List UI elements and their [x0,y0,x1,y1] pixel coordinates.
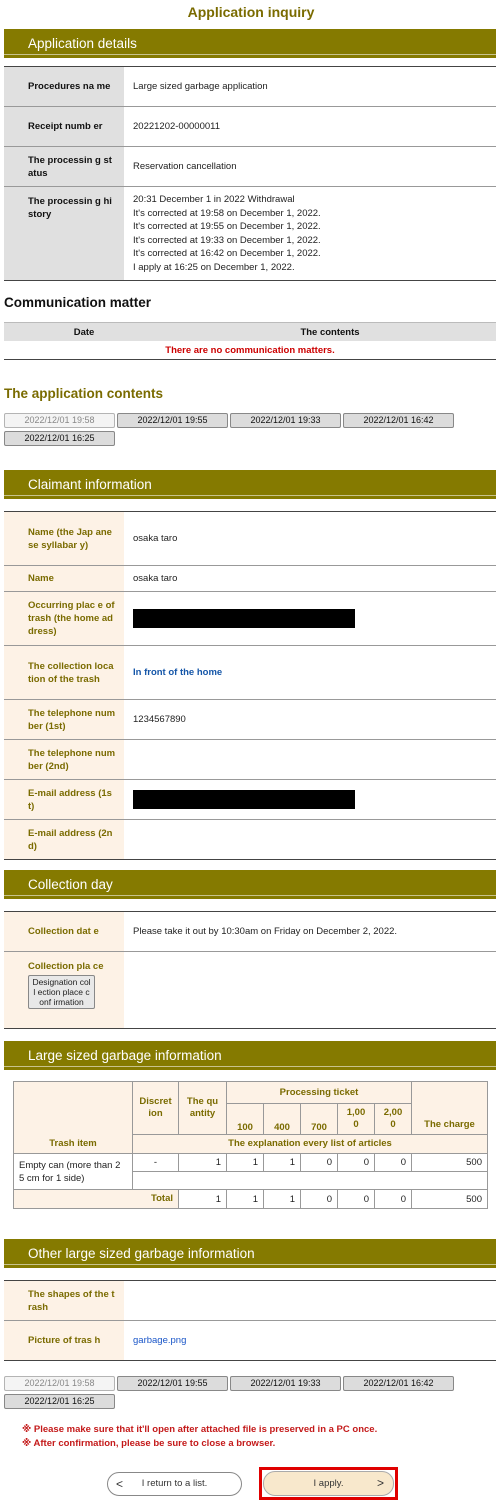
collection-date-value: Please take it out by 10:30am on Friday on December 2, 2022. [133,925,398,937]
communication-table [4,322,496,360]
ticket-100-header: 100 [227,1104,264,1135]
tab-version-1642[interactable]: 2022/12/01 16:42 [343,413,454,428]
communication-date-header: Date [73,327,95,338]
tab-version-1625[interactable]: 2022/12/01 16:25 [4,431,115,446]
garbage-item-row [14,1154,488,1172]
explanation-header: The explanation every list of articles [133,1135,488,1154]
return-to-list-button[interactable] [107,1472,242,1496]
procedure-name-label: Procedures na me [4,67,124,106]
garbage-item-name: Empty can (more than 2 5 cm for 1 side) [14,1154,133,1190]
trash-origin-address-row [4,592,496,646]
bottom-tab-version-1625[interactable]: 2022/12/01 16:25 [4,1394,115,1409]
processing-history-row [4,187,496,281]
telephone-2nd-label: The telephone number (2nd) [4,740,124,779]
garbage-information-band: Large sized garbage information [4,1041,496,1070]
total-ticket-400: 1 [264,1190,301,1209]
total-ticket-2000: 0 [375,1190,412,1209]
processing-ticket-header: Processing ticket [227,1082,412,1104]
email-2nd-label: E-mail address (2nd) [4,820,124,859]
total-charge: 500 [412,1190,488,1209]
total-ticket-700: 0 [301,1190,338,1209]
notice-line-save-file: ※ Please make sure that it'll open after attached file is preserved in a PC once. [22,1424,378,1435]
garbage-total-row [14,1190,488,1209]
apply-button-label: I apply. [313,1478,344,1489]
telephone-2nd-row [4,740,496,780]
collection-location-label: The collection location of the trash [4,646,124,699]
collection-date-row [4,912,496,952]
designation-collection-place-button[interactable]: Designation coll ection place conf irmation [28,975,95,1009]
history-line: I apply at 16:25 on December 1, 2022. [133,261,295,273]
history-line: 20:31 December 1 in 2022 Withdrawal [133,194,295,205]
trash-picture-link[interactable]: garbage.png [133,1334,187,1346]
trash-item-header: Trash item [14,1082,133,1154]
ticket-1000-header: 1,00 0 [338,1104,375,1135]
notice-block [22,1423,377,1451]
bottom-tab-version-1958[interactable]: 2022/12/01 19:58 [4,1376,115,1391]
other-garbage-information-band: Other large sized garbage information [4,1239,496,1268]
email-1st-value [124,780,496,819]
communication-contents-header: The contents [300,327,360,338]
garbage-item-discretion: - [133,1154,179,1172]
tab-version-1958[interactable]: 2022/12/01 19:58 [4,413,115,428]
application-details-band: Application details [4,29,496,58]
collection-date-label: Collection dat e [4,912,124,951]
telephone-1st-label: The telephone number (1st) [4,700,124,739]
discretion-header: Discret ion [133,1082,179,1135]
trash-origin-address-label: Occurring plac e of trash (the home address) [4,592,124,645]
claimant-information-band: Claimant information [4,470,496,499]
tab-version-1933[interactable]: 2022/12/01 19:33 [230,413,341,428]
procedure-name-value: Large sized garbage application [133,80,268,92]
bottom-tab-version-1933[interactable]: 2022/12/01 19:33 [230,1376,341,1391]
history-line: It's corrected at 19:58 on December 1, 2022. [133,207,321,219]
email-2nd-value [124,820,496,859]
claimant-kana-name-value: osaka taro [133,532,178,544]
collection-place-label-cell [4,952,124,1028]
receipt-number-label: Receipt numb er [4,107,124,146]
communication-header-row [4,322,496,341]
apply-button[interactable] [263,1471,394,1496]
email-1st-label: E-mail address (1st) [4,780,124,819]
history-line: It's corrected at 19:55 on December 1, 2022. [133,221,321,232]
claimant-kana-name-label: Name (the Jap anese syllabar y) [4,512,124,565]
ticket-400-header: 400 [264,1104,301,1135]
garbage-item-ticket-2000: 0 [375,1154,412,1172]
claimant-information-table [4,511,496,860]
total-ticket-1000: 0 [338,1190,375,1209]
receipt-number-value: 20221202-00000011 [133,120,220,132]
garbage-item-ticket-100: 1 [227,1154,264,1172]
garbage-item-ticket-400: 1 [264,1154,301,1172]
redacted-email-bar [133,790,355,809]
processing-status-label: The processin g status [4,147,124,186]
procedure-name-row [4,67,496,107]
history-line: It's corrected at 16:42 on December 1, 2022. [133,248,321,259]
other-garbage-information-table [4,1280,496,1361]
page-title: Application inquiry [187,4,315,20]
trash-picture-row [4,1321,496,1361]
garbage-information-table [13,1081,488,1209]
garbage-item-quantity: 1 [179,1154,227,1172]
email-2nd-row [4,820,496,860]
chevron-left-icon: < [116,1477,124,1491]
collection-day-band: Collection day [4,870,496,899]
notice-line-close-browser: ※ After confirmation, please be sure to close a browser. [22,1438,276,1449]
quantity-header: The qu antity [179,1082,227,1135]
communication-heading: Communication matter [4,295,152,310]
trash-picture-label: Picture of tras h [4,1321,124,1360]
ticket-700-header: 700 [301,1104,338,1135]
trash-origin-address-value [124,592,496,645]
garbage-item-ticket-1000: 0 [338,1154,375,1172]
collection-day-table [4,911,496,1029]
ticket-2000-header: 2,00 0 [375,1104,412,1135]
collection-place-label: Collection pla ce [28,961,104,972]
collection-location-row [4,646,496,700]
tab-version-1955[interactable]: 2022/12/01 19:55 [117,413,228,428]
trash-shapes-row [4,1281,496,1321]
garbage-item-ticket-700: 0 [301,1154,338,1172]
garbage-header-row-1 [14,1082,488,1104]
processing-history-label: The processin g history [4,187,124,280]
processing-history-value [124,187,496,280]
trash-shapes-value [124,1281,496,1320]
processing-status-value: Reservation cancellation [133,160,237,172]
email-1st-row [4,780,496,820]
collection-place-row [4,952,496,1029]
redacted-address-bar [133,609,355,628]
garbage-item-charge: 500 [412,1154,488,1172]
application-details-table [4,66,496,281]
application-contents-heading: The application contents [4,386,164,401]
total-ticket-100: 1 [227,1190,264,1209]
claimant-kana-name-row [4,512,496,566]
telephone-1st-row [4,700,496,740]
claimant-name-label: Name [4,566,124,591]
receipt-number-row [4,107,496,147]
claimant-name-value: osaka taro [133,572,178,584]
total-quantity: 1 [179,1190,227,1209]
chevron-right-icon: > [376,1476,384,1490]
collection-location-link[interactable]: In front of the home [133,666,223,678]
charge-header: The charge [412,1082,488,1135]
claimant-name-row [4,566,496,592]
collection-place-value [124,952,496,1028]
collection-location-value [124,646,496,699]
trash-shapes-label: The shapes of the trash [4,1281,124,1320]
bottom-tab-version-1955[interactable]: 2022/12/01 19:55 [117,1376,228,1391]
trash-picture-value [124,1321,496,1360]
return-to-list-label: I return to a list. [141,1478,208,1489]
telephone-1st-value: 1234567890 [133,713,186,725]
bottom-tab-version-1642[interactable]: 2022/12/01 16:42 [343,1376,454,1391]
processing-status-row [4,147,496,187]
total-label: Total [14,1190,179,1209]
communication-empty-message: There are no communication matters. [4,341,496,360]
history-line: It's corrected at 19:33 on December 1, 2022. [133,234,321,246]
telephone-2nd-value [124,740,496,779]
garbage-item-explanation [133,1172,488,1190]
